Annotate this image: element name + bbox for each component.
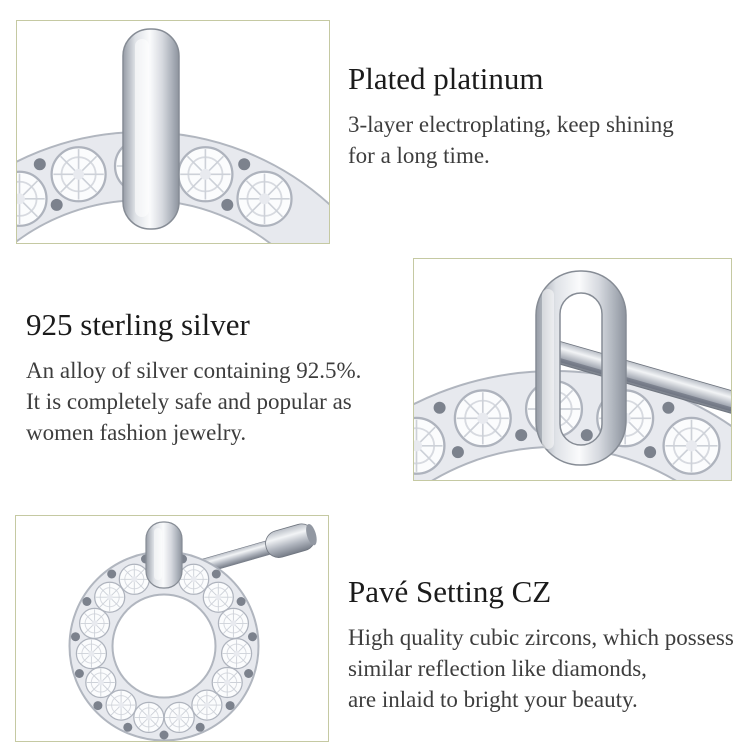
feature-body-line: are inlaid to bright your beauty. [348,687,638,712]
earring-bail-closeup-illustration [17,21,329,243]
photo-frame-pave-setting [15,515,329,742]
feature-heading: Pavé Setting CZ [348,574,552,609]
feature-body-line: It is completely safe and popular as [26,389,352,414]
feature-body-line: An alloy of silver containing 92.5%. [26,358,362,383]
feature-body-line: women fashion jewelry. [26,420,247,445]
pave-circle-earring-illustration [16,516,328,742]
feature-heading: Plated platinum [348,61,544,96]
feature-925-sterling-silver [26,306,426,448]
feature-plated-platinum [348,60,728,171]
photo-frame-plated-platinum [16,20,330,244]
feature-body-line: for a long time. [348,143,490,168]
photo-frame-sterling-silver [413,258,732,481]
feature-body-line: High quality cubic zircons, which possess [348,625,734,650]
feature-body-line: similar reflection like diamonds, [348,656,647,681]
feature-heading: 925 sterling silver [26,307,250,342]
earring-angled-closeup-illustration [414,259,731,480]
feature-body-line: 3-layer electroplating, keep shining [348,112,674,137]
feature-pave-setting-cz [348,573,748,715]
